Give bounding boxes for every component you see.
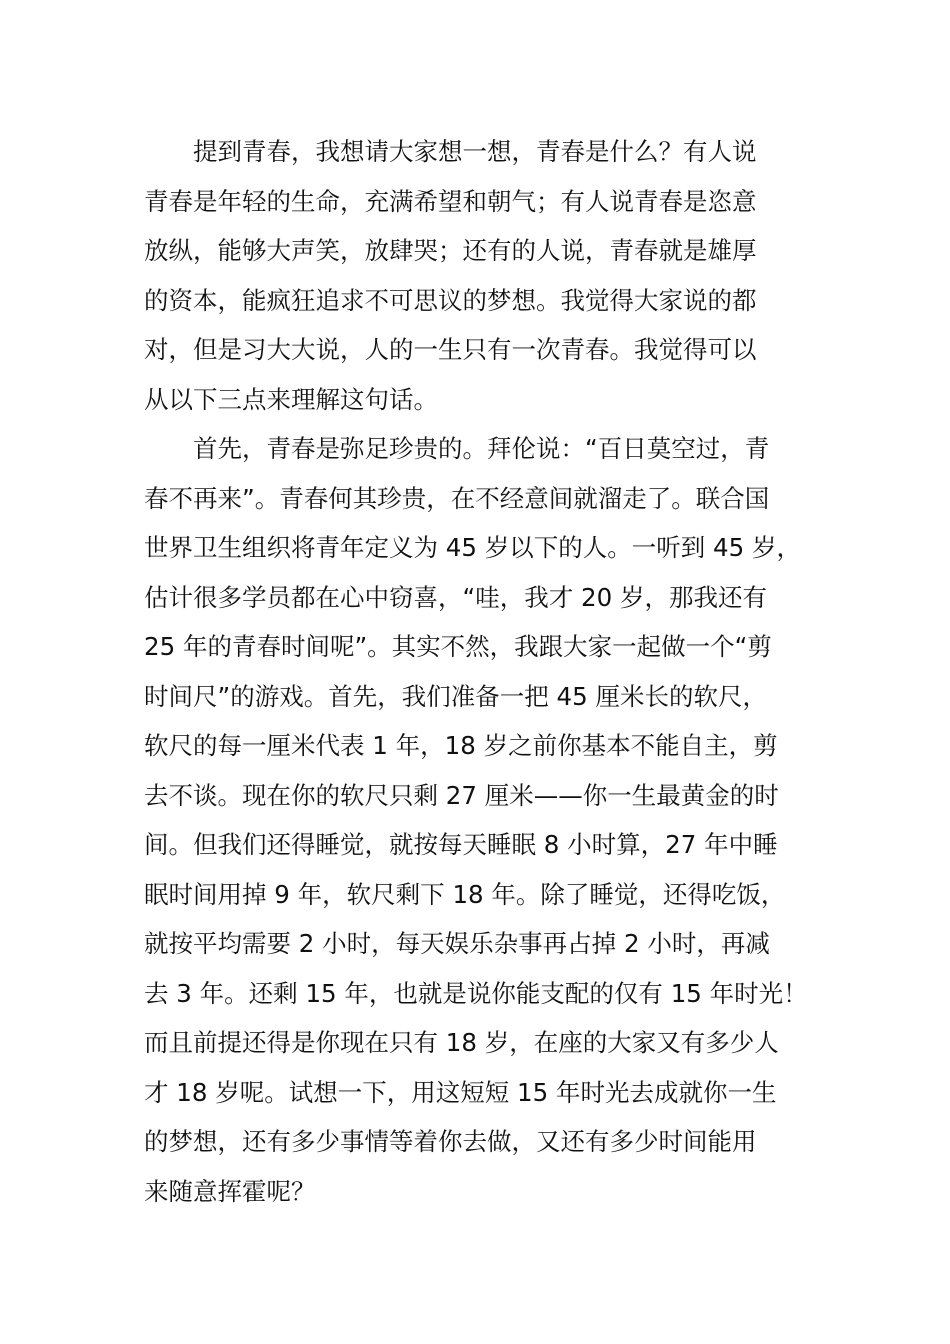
text-line: 的梦想，还有多少事情等着你去做，又还有多少时间能用: [144, 1127, 757, 1156]
text-line: 25 年的青春时间呢”。其实不然，我跟大家一起做一个“剪: [144, 632, 772, 661]
text-line: 才 18 岁呢。试想一下，用这短短 15 年时光去成就你一生: [144, 1077, 777, 1107]
text-line: 就按平均需要 2 小时，每天娱乐杂事再占掉 2 小时，再减: [144, 929, 770, 958]
text-line: 去不谈。现在你的软尺只剩 27 厘米——你一生最黄金的时: [144, 780, 779, 810]
text-line: 间。但我们还得睡觉，就按每天睡眠 8 小时算，27 年中睡: [144, 830, 778, 859]
text-line: 软尺的每一厘米代表 1 年，18 岁之前你基本不能自主，剪: [144, 731, 778, 760]
document-body: [144, 127, 834, 1216]
text-line: 而且前提还得是你现在只有 18 岁，在座的大家又有多少人: [144, 1028, 779, 1057]
text-line: 对，但是习大大说，人的一生只有一次青春。我觉得可以: [144, 335, 757, 364]
text-line: 眠时间用掉 9 年，软尺剩下 18 年。除了睡觉，还得吃饭，: [144, 879, 786, 909]
paragraph-2: [144, 424, 834, 1216]
text-line: 春不再来”。青春何其珍贵，在不经意间就溜走了。联合国: [144, 483, 770, 513]
text-line: 来随意挥霍呢？: [144, 1176, 316, 1206]
paragraph-1: [144, 127, 834, 424]
text-line: 从以下三点来理解这句话。: [144, 384, 438, 414]
text-line: 青春是年轻的生命，充满希望和朝气；有人说青春是恣意: [144, 186, 757, 216]
text-line: 放纵，能够大声笑，放肆哭；还有的人说，青春就是雄厚: [144, 236, 757, 265]
text-line: 的资本，能疯狂追求不可思议的梦想。我觉得大家说的都: [144, 285, 757, 315]
text-line: 时间尺”的游戏。首先，我们准备一把 45 厘米长的软尺，: [144, 681, 767, 711]
text-line: 首先，青春是弥足珍贵的。拜伦说：“百日莫空过，青: [144, 434, 770, 463]
text-line: 估计很多学员都在心中窃喜，“哇，我才 20 岁，那我还有: [144, 582, 767, 612]
text-line: 世界卫生组织将青年定义为 45 岁以下的人。一听到 45 岁，: [144, 533, 801, 562]
text-line: 提到青春，我想请大家想一想，青春是什么？有人说: [144, 137, 757, 166]
text-line: 去 3 年。还剩 15 年，也就是说你能支配的仅有 15 年时光！: [144, 978, 808, 1008]
